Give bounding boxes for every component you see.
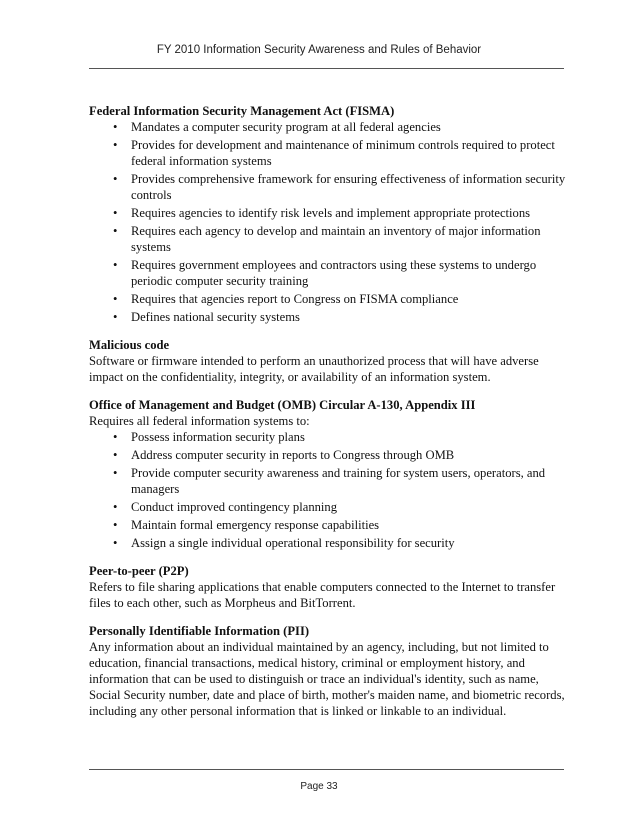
list-item — [89, 137, 567, 169]
bullet-icon: • — [113, 536, 118, 550]
section-p2p — [89, 563, 567, 611]
list-item-text: Defines national security systems — [131, 310, 300, 324]
list-item-text: Maintain formal emergency response capabilities — [131, 518, 380, 532]
bullet-icon: • — [113, 310, 118, 324]
page-header: FY 2010 Information Security Awareness and Rules of Behavior — [156, 44, 482, 56]
bullet-icon: • — [113, 466, 118, 480]
list-item — [89, 119, 567, 135]
section-body: Software or firmware intended to perform an unauthorized process that will have adverse impact on the confidentiality, integrity, or availability of an information system. — [89, 354, 539, 384]
list-item — [89, 447, 567, 463]
list-item — [89, 465, 567, 497]
list-item-text: Possess information security plans — [131, 430, 305, 444]
footer-rule — [89, 769, 564, 770]
list-item — [89, 535, 567, 551]
section-heading: Federal Information Security Management Act (FISMA) — [89, 104, 395, 118]
section-omb — [89, 397, 567, 551]
list-item-text: Conduct improved contingency planning — [131, 500, 338, 514]
section-heading: Personally Identifiable Information (PII) — [89, 624, 310, 638]
bullet-icon: • — [113, 120, 118, 134]
list-item-text: Mandates a computer security program at all federal agencies — [131, 120, 441, 134]
list-item-text: Requires government employees and contractors using these systems to undergo periodic computer security training — [131, 258, 537, 288]
bullet-icon: • — [113, 292, 118, 306]
bullet-icon: • — [113, 518, 118, 532]
list-item — [89, 205, 567, 221]
list-item — [89, 499, 567, 515]
document-body — [89, 103, 567, 731]
list-item-text: Requires agencies to identify risk levels and implement appropriate protections — [131, 206, 531, 220]
list-item-text: Requires each agency to develop and maintain an inventory of major information systems — [131, 224, 541, 254]
list-item-text: Provide computer security awareness and training for system users, operators, and managers — [131, 466, 546, 496]
bullet-icon: • — [113, 138, 118, 152]
list-item-text: Assign a single individual operational responsibility for security — [131, 536, 455, 550]
section-body: Refers to file sharing applications that enable computers connected to the Internet to transfer files to each other, such as Morpheus and BitTorrent. — [89, 580, 556, 610]
bullet-icon: • — [113, 224, 118, 238]
section-malicious-code — [89, 337, 567, 385]
bullet-icon: • — [113, 430, 118, 444]
section-fisma — [89, 103, 567, 325]
list-item — [89, 429, 567, 445]
section-intro: Requires all federal information systems to: — [89, 414, 310, 428]
list-item-text: Requires that agencies report to Congress on FISMA compliance — [131, 292, 459, 306]
list-item — [89, 257, 567, 289]
bullet-icon: • — [113, 206, 118, 220]
list-item-text: Provides comprehensive framework for ensuring effectiveness of information security controls — [131, 172, 566, 202]
section-pii — [89, 623, 567, 719]
list-item — [89, 517, 567, 533]
header-rule — [89, 68, 564, 69]
bullet-icon: • — [113, 172, 118, 186]
page-number: Page 33 — [300, 781, 338, 792]
section-heading: Peer-to-peer (P2P) — [89, 564, 189, 578]
bullet-list — [89, 429, 567, 551]
section-heading: Malicious code — [89, 338, 170, 352]
bullet-icon: • — [113, 500, 118, 514]
list-item — [89, 223, 567, 255]
bullet-icon: • — [113, 258, 118, 272]
bullet-list — [89, 119, 567, 325]
list-item — [89, 171, 567, 203]
list-item — [89, 309, 567, 325]
section-heading: Office of Management and Budget (OMB) Circular A-130, Appendix III — [89, 398, 476, 412]
bullet-icon: • — [113, 448, 118, 462]
section-body: Any information about an individual maintained by an agency, including, but not limited to education, financial transactions, medical history, criminal or employment history, and information that can be used to distinguish or trace an individual's identity, such as name, Social Security number, date and place of birth, mother's maiden name, and biometric records, including any other personal information that is linked or linkable to an individual. — [89, 640, 565, 718]
list-item — [89, 291, 567, 307]
list-item-text: Provides for development and maintenance of minimum controls required to protect federal information systems — [131, 138, 555, 168]
list-item-text: Address computer security in reports to Congress through OMB — [131, 448, 455, 462]
